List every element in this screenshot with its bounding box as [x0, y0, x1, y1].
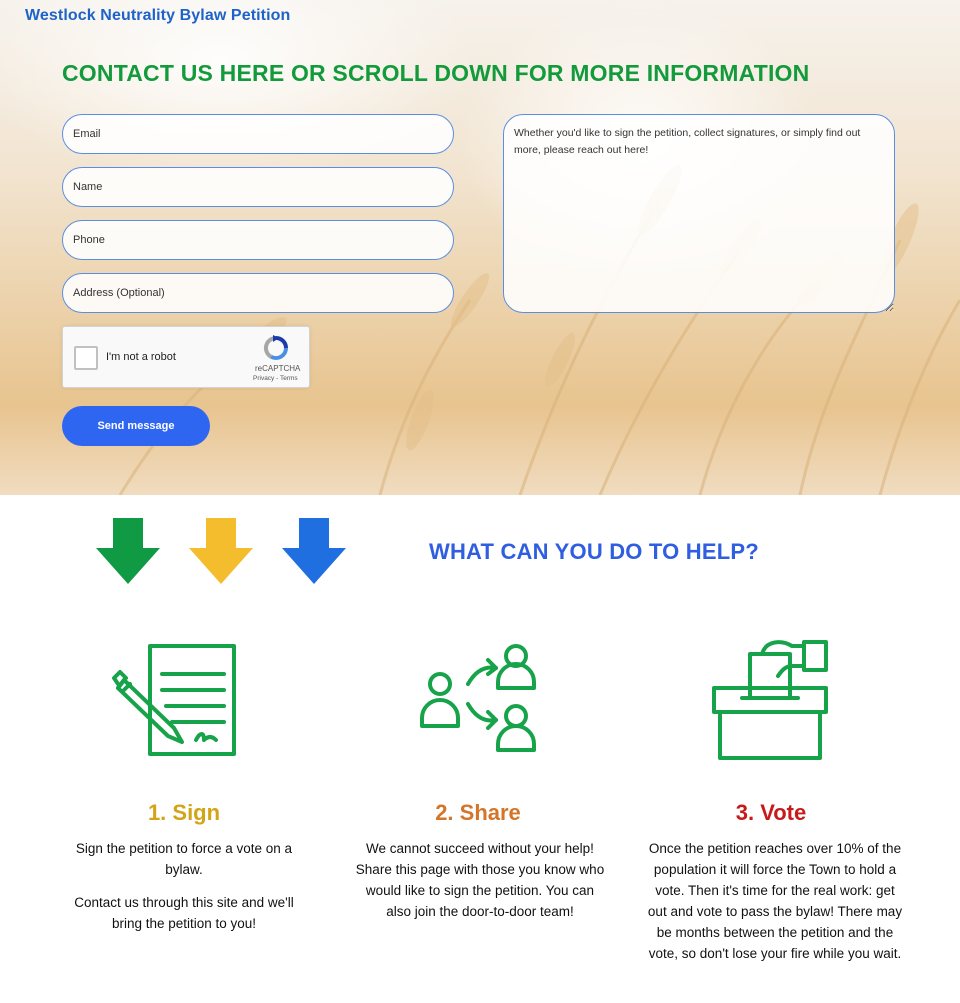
step-description-paragraph: Sign the petition to force a vote on a bylaw. [75, 841, 293, 877]
step-description-sign [58, 838, 310, 934]
name-input[interactable] [62, 167, 454, 207]
step-title-vote: 3. Vote [735, 800, 807, 825]
petition-sign-icon [112, 640, 242, 760]
recaptcha-brand: reCAPTCHA [255, 364, 301, 373]
phone-input[interactable] [62, 220, 454, 260]
step-description-vote [646, 838, 904, 964]
hero-section [0, 0, 960, 495]
ballot-box-icon [706, 636, 838, 764]
arrow-down-icon [96, 518, 160, 584]
step-title-sign: 1. Sign [147, 800, 221, 825]
step-description-paragraph: Once the petition reaches over 10% of the population it will force the Town to hold a vote. Then it's time for the real work: get out and vote to pass the bylaw! There may be months between the petition and the vote, so don't lose your fire while you wait. [647, 841, 903, 961]
arrow-down-icon [282, 518, 346, 584]
step-description-share [352, 838, 608, 922]
recaptcha-terms-link[interactable]: Privacy - Terms [253, 375, 298, 382]
recaptcha-widget [62, 326, 310, 388]
contact-heading: CONTACT US HERE OR SCROLL DOWN FOR MORE INFORMATION [62, 60, 810, 86]
recaptcha-logo-icon [263, 335, 289, 361]
email-input[interactable] [62, 114, 454, 154]
recaptcha-label: I'm not a robot [106, 351, 176, 363]
arrow-down-icon [189, 518, 253, 584]
message-textarea[interactable] [503, 114, 895, 313]
step-description-paragraph: We cannot succeed without your help! Share this page with those you know who would like to sign the petition. You can also join the door-to-door team! [355, 841, 605, 919]
help-heading: WHAT CAN YOU DO TO HELP? [429, 539, 759, 564]
share-people-icon [418, 640, 542, 760]
step-title-share: 2. Share [435, 800, 521, 825]
step-description-paragraph: Contact us through this site and we'll bring the petition to you! [74, 895, 294, 931]
recaptcha-checkbox[interactable] [74, 346, 98, 370]
send-message-button[interactable]: Send message [62, 406, 210, 446]
address-input[interactable] [62, 273, 454, 313]
site-title[interactable]: Westlock Neutrality Bylaw Petition [25, 7, 291, 24]
